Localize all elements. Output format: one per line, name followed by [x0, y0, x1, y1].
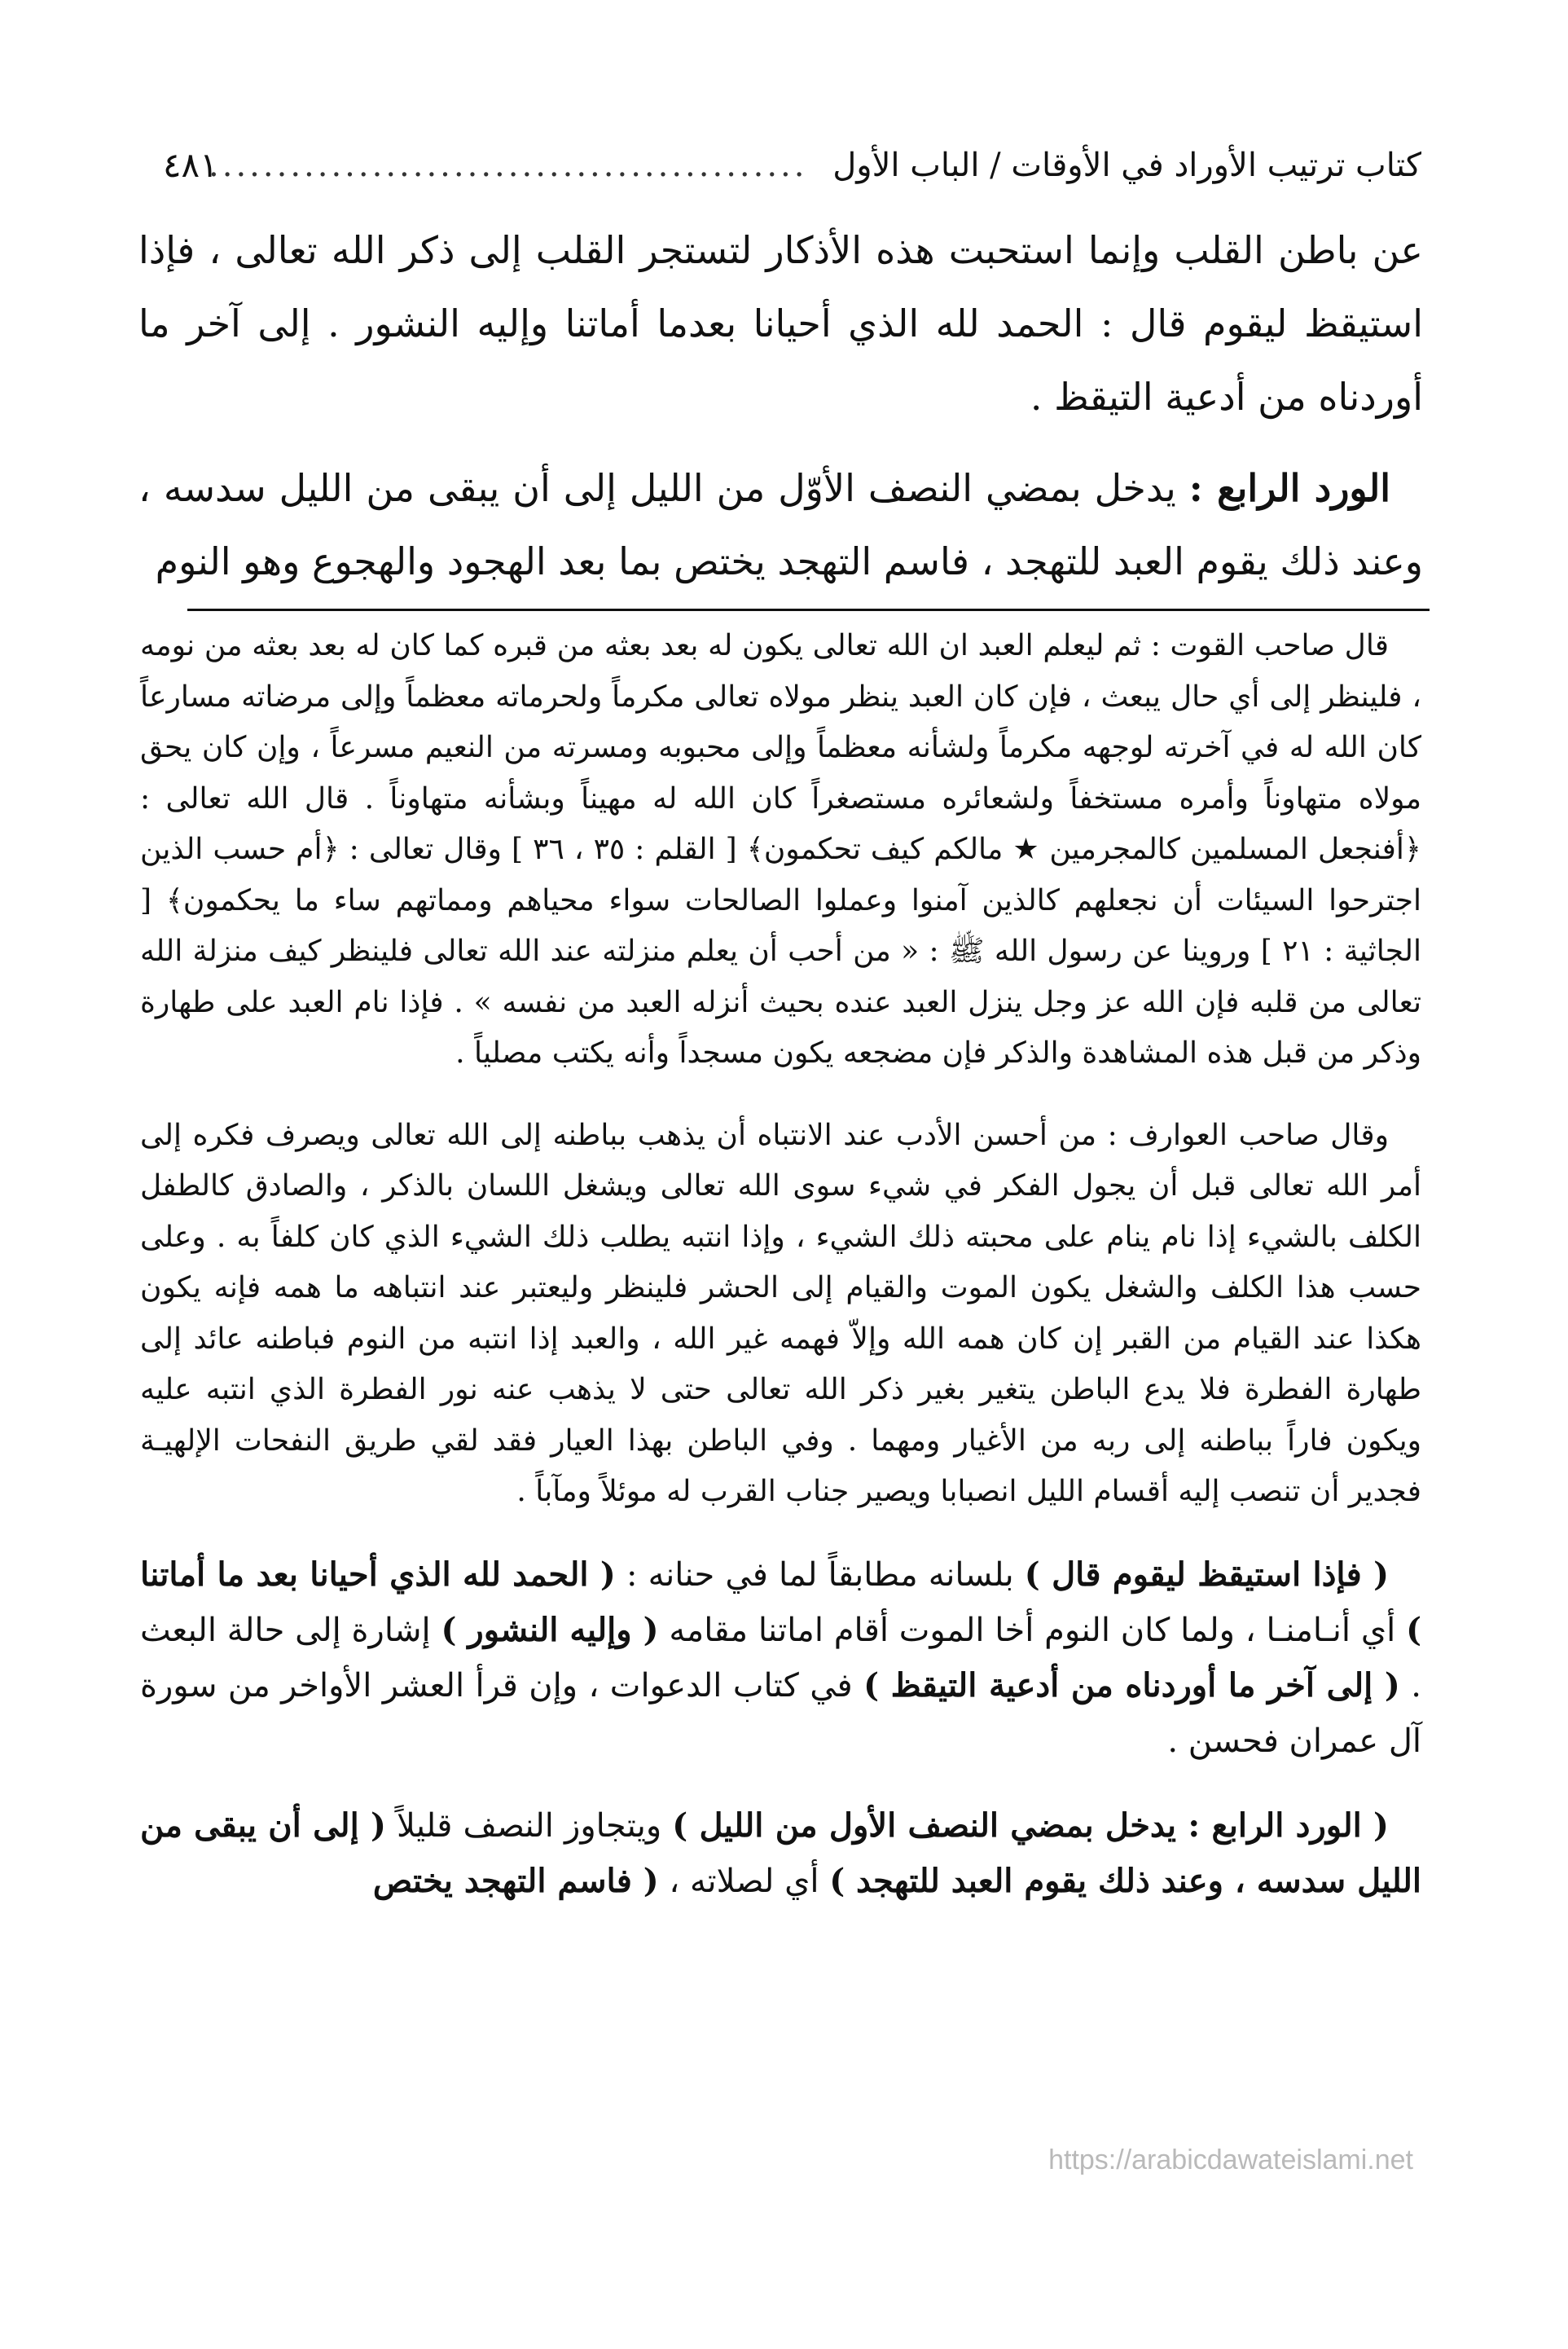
main-text [138, 213, 1423, 598]
commentary-paragraph-awarif: وقال صاحب العوارف : من أحسن الأدب عند الانتباه أن يذهب بباطنه إلى الله تعالى ويصرف فكره إلى أمر الله تعالى قبل أن يجول الفكر في شيء سوى الله تعالى ويشغل اللسان بالذكر ، والصادق كالطفل الكلف بالشيء إذا نام ينام على محبته ذلك الشيء ، وإذا انتبه يطلب ذلك الشيء الذي كان كلفاً به . وعلى حسب هذا الكلف والشغل يكون الموت والقيام إلى الحشر فلينظر وليعتبر عند انتباهه ما همه فإنه يكون هكذا عند القيام من القبر إن كان همه الله وإلاّ فهمه غير الله ، والعبد إذا انتبه من النوم فباطنه عائد إلى طهارة الفطرة فلا يدع الباطن يتغير بغير ذكر الله تعالى حتى لا يذهب عنه نور الفطرة الذي انتبه عليه ويكون فاراً بباطنه إلى ربه من الأغيار ومهما . وفي الباطن بهذا العيار فقد لقي طريق النفحات الإلهيـة فجدير أن تنصب إليه أقسام الليل انصبابا ويصير جناب القرب له موئلاً ومآباً . [140, 1118, 1422, 1508]
header-leader-dots: ............................................ [209, 147, 808, 184]
sharh-quote: ( فاسم التهجد يختص [372, 1861, 659, 1900]
sharh-paragraph-2 [140, 1798, 1421, 1909]
sharh-quote: ( وإليه النشور ) [441, 1610, 659, 1649]
sharh-quote: ( الورد الرابع : يدخل بمضي النصف الأول من الليل ) [672, 1806, 1389, 1845]
watermark-url: https://arabicdawateislami.net [1048, 2144, 1413, 2175]
running-header [163, 137, 1421, 194]
main-paragraph-wird [138, 451, 1423, 598]
page-number: ٤٨١ [163, 145, 218, 185]
sharh-quote: ( الحمد لله الذي أحيانا بعد ما أماتنا ) [140, 1555, 1422, 1649]
sharh-text: أي لصلاته ، [658, 1862, 830, 1900]
wird-heading: الورد الرابع : [1188, 466, 1390, 510]
main-paragraph: عن باطن القلب وإنما استحبت هذه الأذكار لتستجر القلب إلى ذكر الله تعالى ، فإذا استيقظ ليقوم قال : الحمد لله الذي أحيانا بعدما أماتنا وإليه النشور . إلى آخر ما أوردناه من أدعية التيقظ . [138, 228, 1423, 419]
sharh-quote: ( فإذا استيقظ ليقوم قال ) [1024, 1555, 1390, 1594]
wird-text: يدخل بمضي النصف الأوّل من الليل إلى أن يبقى من الليل سدسه ، وعند ذلك يقوم العبد للتهجد ، فاسم التهجد يختص بما بعد الهجود والهجوع وهو النوم [138, 466, 1423, 583]
sharh-text: بلسانه مطابقاً لما في حنانه : [615, 1555, 1025, 1594]
header-title: كتاب ترتيب الأوراد في الأوقات / الباب الأول [832, 147, 1421, 184]
commentary [140, 621, 1421, 1909]
sharh-paragraph-1 [140, 1547, 1421, 1769]
sharh-text: إشارة إلى حالة البعث . [140, 1611, 1422, 1705]
sharh-quote: ( إلى أن يبقى من الليل سدسه ، وعند ذلك يقوم العبد للتهجد ) [140, 1806, 1421, 1900]
commentary-paragraph-qut: قال صاحب القوت : ثم ليعلم العبد ان الله تعالى يكون له بعد بعثه من قبره كما كان له بعد بعثه من نومه ، فلينظر إلى أي حال يبعث ، فإن كان العبد ينظر مولاه تعالى مكرماً ولحرماته معظماً وإلى مرضاته مسارعاً كان الله له في آخرته لوجهه مكرماً ولشأنه معظماً وإلى محبوبه ومسرته من النعيم مسرعاً ، وإن كان يحق مولاه متهاوناً وأمره مستخفاً ولشعائره مستصغراً كان الله له مهيناً وبشأنه متهاوناً . قال الله تعالى : ﴿أفنجعل المسلمين كالمجرمين ★ مالكم كيف تحكمون﴾ [ القلم : ٣٥ ، ٣٦ ] وقال تعالى : ﴿أم حسب الذين اجترحوا السيئات أن نجعلهم كالذين آمنوا وعملوا الصالحات سواء محياهم ومماتهم ساء ما يحكمون﴾ [ الجاثية : ٢١ ] وروينا عن رسول الله ﷺ : « من أحب أن يعلم منزلته عند الله تعالى فلينظر كيف منزلة الله تعالى من قلبه فإن الله عز وجل ينزل العبد عنده بحيث أنزله العبد من نفسه » . فإذا نام العبد على طهارة وذكر من قبل هذه المشاهدة والذكر فإن مضجعه يكون مسجداً وأنه يكتب مصلياً . [140, 629, 1421, 1070]
sharh-text: في كتاب الدعوات ، وإن قرأ العشر الأواخر من سورة آل عمران فحسن . [140, 1666, 1421, 1760]
separator-rule [187, 609, 1430, 611]
sharh-quote: ( إلى آخر ما أوردناه من أدعية التيقظ ) [863, 1665, 1400, 1705]
sharh-text: أي أنـامنـا ، ولما كان النوم أخا الموت أقام اماتنا مقامه [658, 1611, 1407, 1649]
sharh-text: ويتجاوز النصف قليلاً [385, 1806, 673, 1845]
